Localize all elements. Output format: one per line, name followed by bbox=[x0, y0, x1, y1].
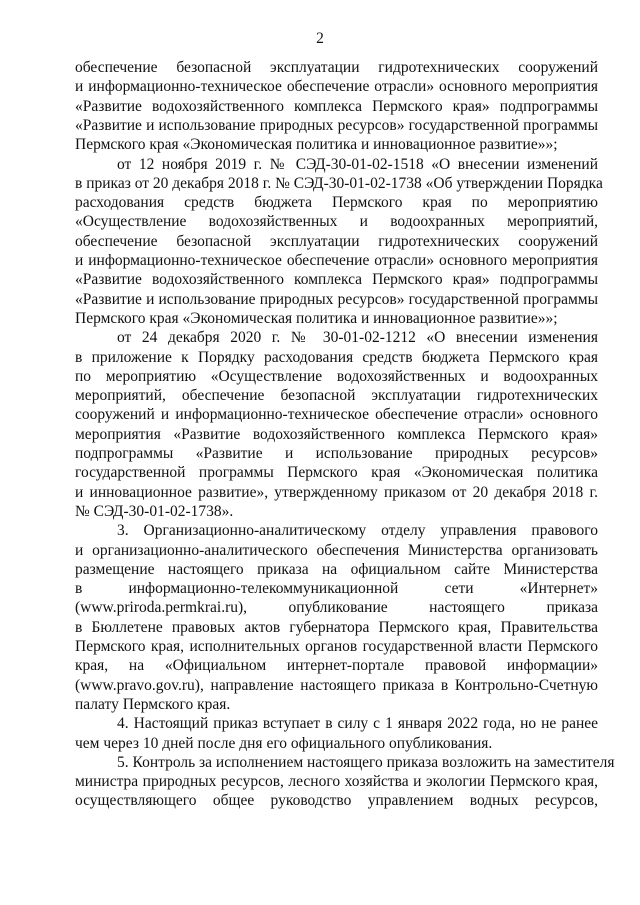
text-line: «Развитие водохозяйственного комплекса Пермского края» подпрограммы bbox=[75, 97, 598, 115]
text-line: сооружений и информационно-техническое обеспечение отрасли» основного bbox=[75, 406, 598, 424]
text-line: в информационно-телекоммуникационной сети «Интернет» bbox=[75, 580, 598, 598]
text-line: Пермского края «Экономическая политика и инновационное развитие»»; bbox=[75, 136, 558, 154]
text-line: в Бюллетене правовых актов губернатора Пермского края, Правительства bbox=[75, 618, 598, 636]
page-number: 2 bbox=[316, 30, 324, 47]
text-line: от 12 ноября 2019 г. № СЭД-30-01-02-1518 «О внесении изменений bbox=[117, 155, 598, 173]
text-line: чем через 10 дней после дня его официального опубликования. bbox=[75, 734, 493, 752]
text-line: Пермского края, исполнительных органов государственной власти Пермского bbox=[75, 638, 598, 655]
text-line: (www.priroda.permkrai.ru), опубликование настоящего приказа bbox=[75, 599, 598, 617]
text-line: «Развитие и использование природных ресурсов» государственной программы bbox=[75, 116, 598, 134]
text-line: «Развитие водохозяйственного комплекса Пермского края» подпрограммы bbox=[75, 271, 598, 289]
text-line: размещение настоящего приказа на официальном сайте Министерства bbox=[75, 560, 598, 578]
text-line: расходования средств бюджета Пермского края по мероприятию bbox=[75, 194, 598, 212]
text-line: министра природных ресурсов, лесного хозяйства и экологии Пермского края, bbox=[75, 773, 598, 791]
text-line: осуществляющего общее руководство управлением водных ресурсов, bbox=[75, 792, 598, 810]
text-line: 5. Контроль за исполнением настоящего приказа возложить на заместителя bbox=[117, 753, 615, 771]
text-line: 4. Настоящий приказ вступает в силу с 1 января 2022 года, но не ранее bbox=[117, 715, 598, 733]
text-line: обеспечение безопасной эксплуатации гидротехнических сооружений bbox=[75, 232, 598, 250]
text-line: палату Пермского края. bbox=[75, 695, 231, 713]
text-line: и информационно-техническое обеспечение отрасли» основного мероприятия bbox=[75, 252, 598, 269]
text-line: «Развитие и использование природных ресурсов» государственной программы bbox=[75, 290, 598, 308]
text-line: края, на «Официальном интернет-портале правовой информации» bbox=[75, 657, 598, 675]
text-line: по мероприятию «Осуществление водохозяйственных и водоохранных bbox=[75, 367, 598, 385]
text-line: «Осуществление водохозяйственных и водоохранных мероприятий, bbox=[75, 213, 598, 231]
text-line: № СЭД-30-01-02-1738». bbox=[75, 502, 234, 520]
text-line: государственной программы Пермского края «Экономическая политика bbox=[75, 464, 598, 482]
text-line: обеспечение безопасной эксплуатации гидротехнических сооружений bbox=[75, 59, 598, 76]
text-line: подпрограммы «Развитие и использование природных ресурсов» bbox=[75, 445, 598, 462]
text-line: в приказ от 20 декабря 2018 г. № СЭД-30-01-02-1738 «Об утверждении Порядка bbox=[75, 174, 603, 192]
text-line: и информационно-техническое обеспечение отрасли» основного мероприятия bbox=[75, 78, 598, 96]
text-line: мероприятий, обеспечение безопасной эксплуатации гидротехнических bbox=[75, 387, 598, 405]
text-line: и инновационное развитие», утвержденному приказом от 20 декабря 2018 г. bbox=[75, 483, 598, 501]
text-line: Пермского края «Экономическая политика и инновационное развитие»»; bbox=[75, 309, 558, 327]
text-line: 3. Организационно-аналитическому отделу управления правового bbox=[117, 522, 598, 540]
text-line: и организационно-аналитического обеспечения Министерства организовать bbox=[75, 541, 598, 559]
text-line: в приложение к Порядку расходования средств бюджета Пермского края bbox=[75, 348, 598, 366]
text-line: мероприятия «Развитие водохозяйственного комплекса Пермского края» bbox=[75, 425, 598, 443]
text-line: (www.pravo.gov.ru), направление настоящего приказа в Контрольно-Счетную bbox=[75, 676, 598, 694]
text-line: от 24 декабря 2020 г. № 30-01-02-1212 «О внесении изменения bbox=[117, 329, 598, 347]
